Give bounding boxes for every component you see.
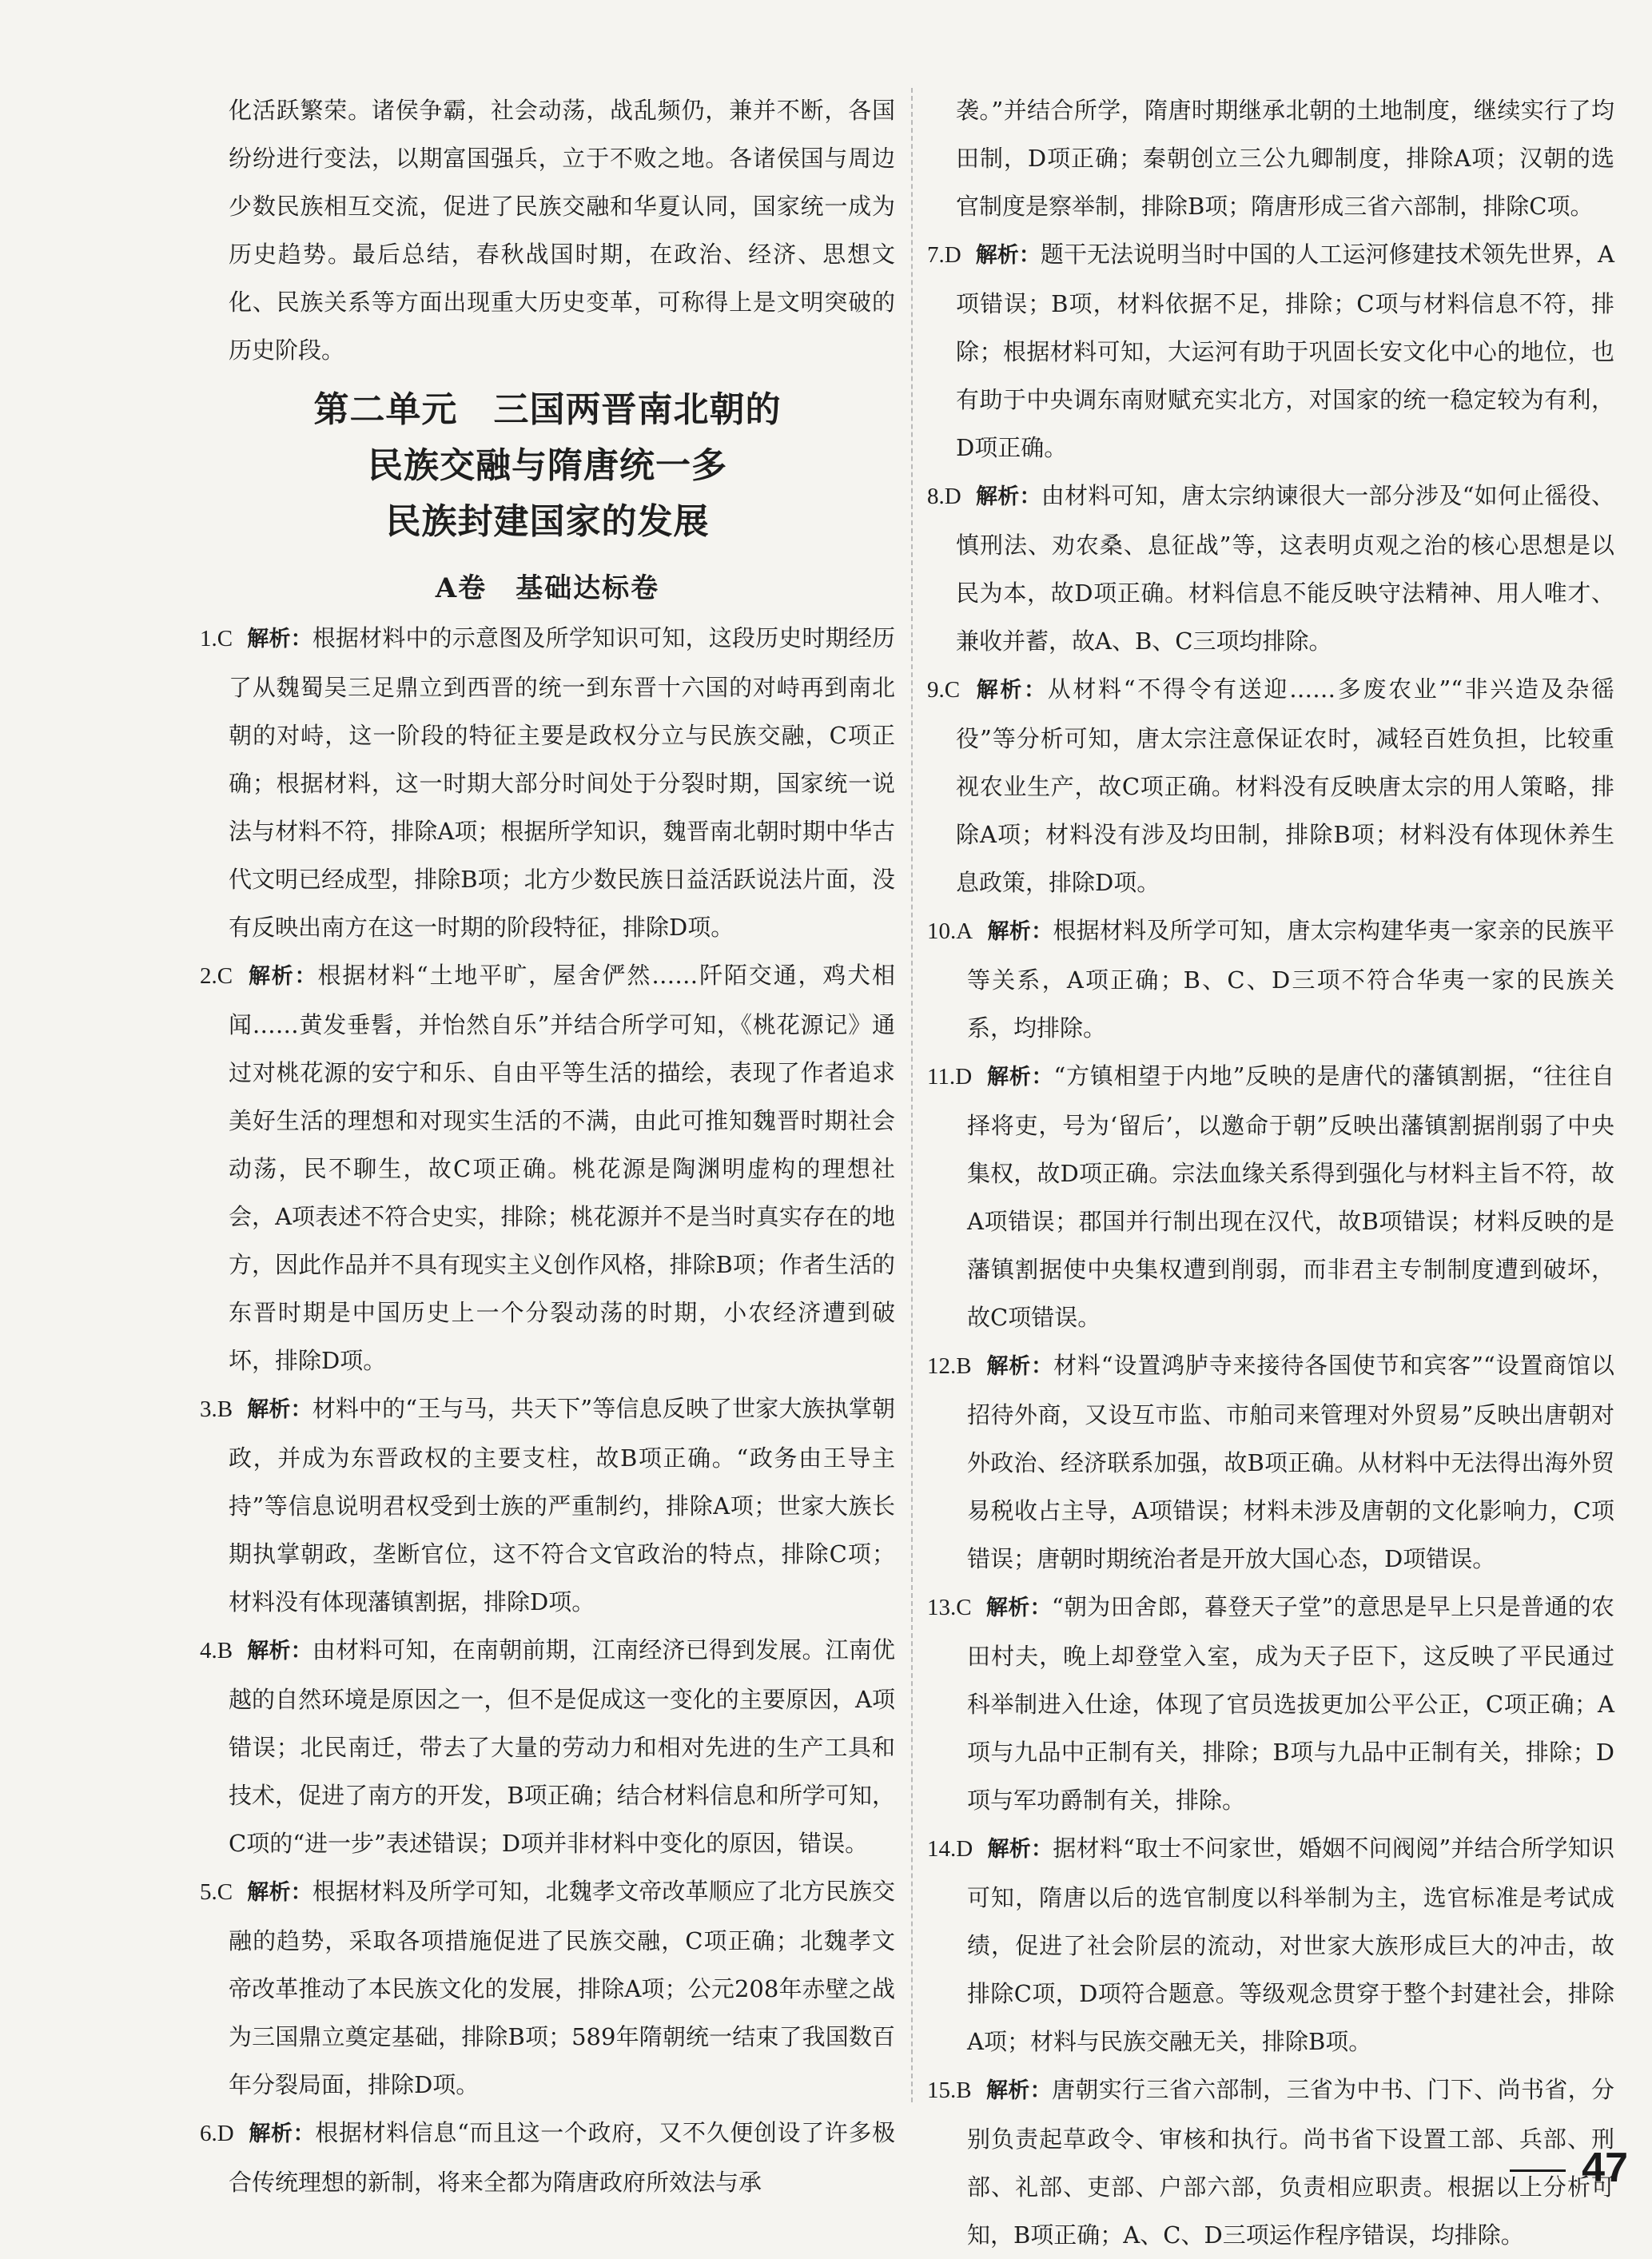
answer-item [927, 1341, 1614, 1583]
item-text: 根据材料及所学可知，唐太宗构建华夷一家亲的民族平等关系，A项正确；B、C、D三项不符合华夷一家的民族关系，均排除。 [967, 917, 1614, 1042]
analysis-label: 解析： [247, 1880, 312, 1905]
item-number: 15. [927, 2078, 957, 2103]
item-answer: C [944, 677, 961, 703]
item-number: 8. [927, 484, 945, 509]
answer-item [927, 665, 1614, 906]
left-column [200, 86, 895, 2206]
answer-item [200, 1867, 895, 2109]
analysis-label: 解析： [247, 627, 312, 651]
item-text: 唐朝实行三省六部制，三省为中书、门下、尚书省，分别负责起草政令、审核和执行。尚书省下设置工部、兵部、刑部、礼部、吏部、户部六部，负责相应职责。根据以上分析可知，B项正确；A、C、D三项运作程序错误，均排除。 [967, 2076, 1615, 2249]
answer-item [927, 230, 1614, 472]
item-answer: C [217, 963, 233, 989]
answer-item [927, 1052, 1614, 1341]
analysis-label: 解析： [985, 2078, 1052, 2103]
answer-item [200, 1384, 895, 1626]
continuation-paragraph: 袭。”并结合所学，隋唐时期继承北朝的土地制度，继续实行了均田制，D项正确；秦朝创立三公九卿制度，排除A项；汉朝的选官制度是察举制，排除B项；隋唐形成三省六部制，排除C项。 [956, 97, 1614, 220]
item-text: 由材料可知，唐太宗纳谏很大一部分涉及“如何止徭役、慎刑法、劝农桑、息征战”等，这表明贞观之治的核心思想是以民为本，故D项正确。材料信息不能反映守法精神、用人唯才、兼收并蓄，故A、B、C三项均排除。 [956, 482, 1615, 655]
item-answer: A [956, 918, 973, 944]
item-answer: B [956, 1353, 972, 1379]
item-text: 题干无法说明当时中国的人工运河修建技术领先世界，A项错误；B项，材料依据不足，排除；C项与材料信息不符，排除；根据材料可知，大运河有助于巩固长安文化中心的地位，也有助于中央调东南财赋充实北方，对国家的统一稳定较为有利，D项正确。 [956, 241, 1615, 461]
analysis-label: 解析： [247, 964, 318, 989]
item-number: 2. [200, 963, 217, 989]
item-text: 材料中的“王与马，共天下”等信息反映了世家大族执掌朝政，并成为东晋政权的主要支柱，故B项正确。“政务由王导主持”等信息说明君权受到士族的严重制约，排除A项；世家大族长期执掌朝政，垄断官位，这不符合文官政治的特点，排除C项；材料没有体现藩镇割据，排除D项。 [229, 1395, 896, 1616]
item-answer: B [217, 1396, 233, 1422]
unit-title-line-3: 民族封建国家的发展 [385, 501, 710, 542]
item-number: 5. [200, 1879, 217, 1905]
answer-item [200, 951, 895, 1384]
column-divider [911, 88, 913, 2102]
analysis-label: 解析： [987, 1837, 1053, 1862]
item-number: 14. [927, 1836, 957, 1862]
analysis-label: 解析： [974, 678, 1048, 703]
item-answer: D [955, 1064, 973, 1090]
item-answer: D [217, 2121, 234, 2146]
answer-item [927, 1824, 1614, 2066]
unit-title-line-2: 民族交融与隋唐统一多 [368, 445, 727, 486]
item-text: 由材料可知，在南朝前期，江南经济已得到发展。江南优越的自然环境是原因之一，但不是促成这一变化的主要原因，A项错误；北民南迁，带去了大量的劳动力和相对先进的生产工具和技术，促进了南方的开发，B项正确；结合材料信息和所学可知，C项的“进一步”表述错误；D项并非材料中变化的原因，错误。 [229, 1636, 895, 1857]
unit-heading [200, 382, 895, 611]
analysis-label: 解析： [247, 1639, 312, 1663]
item-text: 根据材料中的示意图及所学知识可知，这段历史时期经历了从魏蜀吴三足鼎立到西晋的统一到东晋十六国的对峙再到南北朝的对峙，这一阶段的特征主要是政权分立与民族交融，C项正确；根据材料，这一时期大部分时间处于分裂时期，国家统一说法与材料不符，排除A项；根据所学知识，魏晋南北朝时期中华古代文明已经成型，排除B项；北方少数民族日益活跃说法片面，没有反映出南方在这一时期的阶段特征，排除D项。 [229, 624, 895, 941]
item-text: 根据材料信息“而且这一个政府，又不久便创设了许多极合传统理想的新制，将来全都为隋唐政府所效法与承 [229, 2119, 896, 2196]
item-text: 根据材料“土地平旷，屋舍俨然……阡陌交通，鸡犬相闻……黄发垂髫，并怡然自乐”并结合所学可知，《桃花源记》通过对桃花源的安宁和乐、自由平等生活的描绘，表现了作者追求美好生活的理想和对现实生活的不满，由此可推知魏晋时期社会动荡，民不聊生，故C项正确。桃花源是陶渊明虚构的理想社会，A项表述不符合史实，排除；桃花源并不是当时真实存在的地方，因此作品并不具有现实主义创作风格，排除B项；作者生活的东晋时期是中国历史上一个分裂动荡的时期，小农经济遭到破坏，排除D项。 [229, 962, 896, 1374]
answer-item [200, 1626, 895, 1867]
analysis-label: 解析： [985, 1596, 1052, 1620]
item-number: 10. [927, 918, 957, 944]
item-answer: D [956, 1836, 973, 1862]
analysis-label: 解析： [986, 1065, 1054, 1090]
intro-paragraph: 化活跃繁荣。诸侯争霸，社会动荡，战乱频仍，兼并不断，各国纷纷进行变法，以期富国强兵，立于不败之地。各诸侯国与周边少数民族相互交流，促进了民族交融和华夏认同，国家统一成为历史趋势。最后总结，春秋战国时期，在政治、经济、思想文化、民族关系等方面出现重大历史变革，可称得上是文明突破的历史阶段。 [229, 97, 895, 364]
item-text: 根据材料及所学可知，北魏孝文帝改革顺应了北方民族交融的趋势，采取各项措施促进了民族交融，C项正确；北魏孝文帝改革推动了本民族文化的发展，排除A项；公元208年赤壁之战为三国鼎立奠定基础，排除B项；589年隋朝统一结束了我国数百年分裂局面，排除D项。 [229, 1878, 895, 2098]
item-text: 从材料“不得令有送迎……多废农业”“非兴造及杂徭役”等分析可知，唐太宗注意保证农时，减轻百姓负担，比较重视农业生产，故C项正确。材料没有反映唐太宗的用人策略，排除A项；材料没有涉及均田制，排除B项；材料没有体现休养生息政策，排除D项。 [956, 675, 1615, 896]
section-title: A卷 基础达标卷 [435, 572, 660, 604]
item-number: 3. [200, 1396, 217, 1422]
analysis-label: 解析： [985, 1354, 1053, 1379]
page-number-text: 47 [1582, 2145, 1628, 2191]
item-text: “朝为田舍郎，暮登天子堂”的意思是早上只是普通的农田村夫，晚上却登堂入室，成为天子臣下，这反映了平民通过科举制进入仕途，体现了官员选拔更加公平公正，C项正确；A项与九品中正制有关，排除；B项与九品中正制有关，排除；D项与军功爵制有关，排除。 [967, 1593, 1614, 1814]
item-answer: D [944, 242, 961, 268]
analysis-label: 解析： [975, 243, 1041, 268]
answer-item [200, 614, 895, 951]
item-answer: B [217, 1638, 233, 1663]
right-items [927, 230, 1614, 2259]
analysis-label: 解析： [247, 1397, 312, 1422]
item-number: 9. [927, 677, 945, 703]
answer-item [200, 2109, 895, 2206]
item-text: 据材料“取士不问家世，婚姻不问阀阅”并结合所学知识可知，隋唐以后的选官制度以科举制为主，选官标准是考试成绩，促进了社会阶层的流动，对世家大族形成巨大的冲击，故排除C项，D项符合题意。等级观念贯穿于整个封建社会，排除A项；材料与民族交融无关，排除B项。 [967, 1835, 1615, 2055]
item-number: 6. [200, 2121, 217, 2146]
analysis-label: 解析： [987, 919, 1053, 944]
page-number [1510, 2144, 1628, 2192]
item-answer: B [956, 2078, 972, 2103]
item-answer: C [217, 1879, 233, 1905]
item-answer: C [217, 626, 233, 651]
item-number: 7. [927, 242, 945, 268]
item-answer: D [944, 484, 961, 509]
right-column [927, 86, 1614, 2259]
item-text: “方镇相望于内地”反映的是唐代的藩镇割据，“往往自择将吏，号为‘留后’，以邀命于朝”反映出藩镇割据削弱了中央集权，故D项正确。宗法血缘关系得到强化与材料主旨不符，故A项错误；郡国并行制出现在汉代，故B项错误；材料反映的是藩镇割据使中央集权遭到削弱，而非君主专制制度遭到破坏，故C项错误。 [967, 1062, 1615, 1331]
item-number: 4. [200, 1638, 217, 1663]
item-number: 12. [927, 1353, 957, 1379]
item-answer: C [956, 1595, 972, 1620]
page-number-rule [1510, 2169, 1566, 2172]
item-number: 11. [927, 1064, 956, 1090]
analysis-label: 解析： [248, 2122, 316, 2146]
analysis-label: 解析： [975, 484, 1041, 509]
left-items [200, 614, 895, 2206]
item-number: 1. [200, 626, 217, 651]
answer-item [927, 472, 1614, 665]
answer-item [927, 906, 1614, 1052]
unit-title-line-1: 第二单元 三国两晋南北朝的 [313, 389, 782, 430]
item-number: 13. [927, 1595, 957, 1620]
answer-item [927, 1583, 1614, 1824]
item-text: 材料“设置鸿胪寺来接待各国使节和宾客”“设置商馆以招待外商，又设互市监、市舶司来管理对外贸易”反映出唐朝对外政治、经济联系加强，故B项正确。从材料中无法得出海外贸易税收占主导，A项错误；材料未涉及唐朝的文化影响力，C项错误；唐朝时期统治者是开放大国心态，D项错误。 [967, 1352, 1615, 1572]
